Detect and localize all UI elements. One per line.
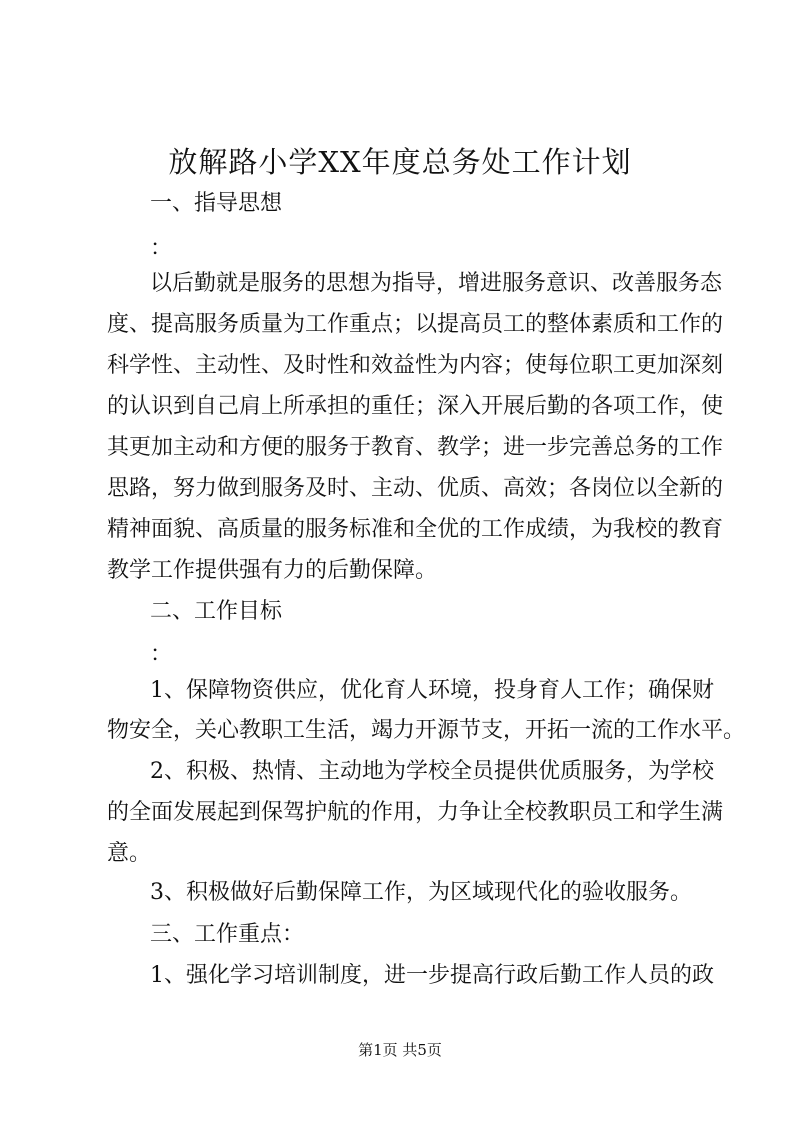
focus-item-1-line: 1、强化学习培训制度，进一步提高行政后勤工作人员的政: [150, 963, 714, 988]
section-heading-guiding-ideology: 一、指导思想: [150, 191, 283, 216]
paragraph-line: 的认识到自己肩上所承担的重任；深入开展后勤的各项工作，使: [107, 394, 724, 419]
page-number-footer: 第1页 共5页: [358, 1041, 442, 1059]
goal-item-2-line: 的全面发展起到保驾护航的作用，力争让全校教职员工和学生满: [107, 800, 724, 825]
section-colon: ：: [150, 642, 173, 667]
section-colon: ：: [150, 236, 173, 261]
section-heading-work-goals: 二、工作目标: [150, 599, 283, 624]
section-heading-work-focus: 三、工作重点：: [150, 922, 305, 947]
goal-item-1-line: 物安全，关心教职工生活，竭力开源节支，开拓一流的工作水平。: [107, 718, 746, 743]
paragraph-line: 度、提高服务质量为工作重点；以提高员工的整体素质和工作的: [107, 312, 724, 337]
paragraph-line: 教学工作提供强有力的后勤保障。: [107, 558, 438, 583]
goal-item-2-line: 意。: [107, 841, 152, 866]
paragraph-line: 思路，努力做到服务及时、主动、优质、高效；各岗位以全新的: [107, 476, 724, 501]
paragraph-line: 以后勤就是服务的思想为指导，增进服务意识、改善服务态: [150, 271, 723, 296]
paragraph-line: 精神面貌、高质量的服务标准和全优的工作成绩，为我校的教育: [107, 517, 724, 542]
paragraph-line: 科学性、主动性、及时性和效益性为内容；使每位职工更加深刻: [107, 353, 724, 378]
paragraph-line: 其更加主动和方便的服务于教育、教学；进一步完善总务的工作: [107, 435, 724, 460]
document-title: 放解路小学XX年度总务处工作计划: [168, 145, 632, 179]
goal-item-2-line: 2、积极、热情、主动地为学校全员提供优质服务，为学校: [150, 759, 714, 784]
goal-item-1-line: 1、保障物资供应，优化育人环境，投身育人工作；确保财: [150, 678, 714, 703]
goal-item-3: 3、积极做好后勤保障工作，为区域现代化的验收服务。: [150, 880, 692, 905]
